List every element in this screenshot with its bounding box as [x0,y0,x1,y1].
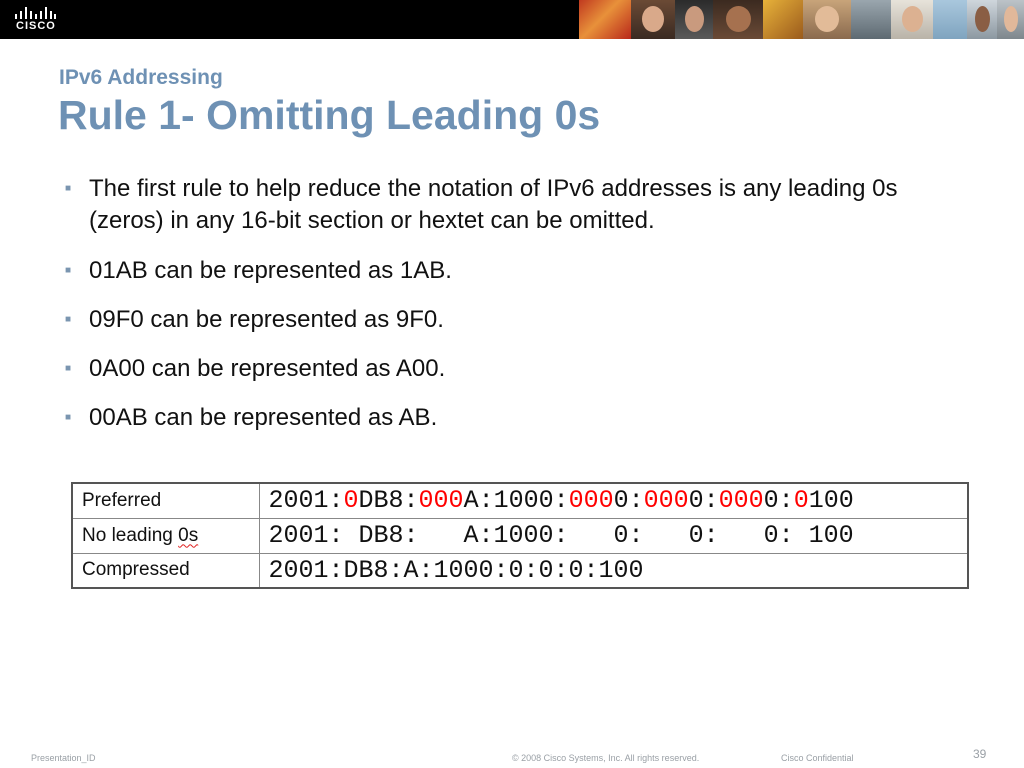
address-segment: DB8: [358,486,419,516]
woman-portrait-photo [891,0,933,39]
table-row [72,483,968,518]
bullet-text: 01AB can be represented as 1AB. [89,257,452,284]
logo-area [0,0,579,39]
address-segment: 0: [763,486,794,516]
omitted-zero-digits: 0 [343,486,359,516]
face-shape [815,6,839,32]
bullet-text: 00AB can be represented as AB. [89,404,438,431]
bullet-item [62,304,929,336]
woman-smiling-photo [631,0,675,39]
bullet-square-icon: ■ [65,265,72,276]
address-no-leading [259,518,968,553]
photo-strip [579,0,1024,39]
slide-title: Rule 1- Omitting Leading 0s [58,92,601,138]
bullet-text: 09F0 can be represented as 9F0. [89,306,444,333]
face-shape [685,6,704,32]
bullet-item [62,402,929,434]
row-label-no-leading [72,518,259,553]
face-shape [1004,6,1018,32]
omitted-zero-digits: 000 [643,486,689,516]
bullet-text: The first rule to help reduce the notation of IPv6 addresses is any leading 0s (zeros) in any 16-bit section or hextet can be omitted. [89,175,898,234]
row-label-preferred: Preferred [72,483,259,518]
bullet-text: 0A00 can be represented as A00. [89,355,446,382]
yellow-abstract-photo [763,0,803,39]
sky-photo [933,0,967,39]
header-banner [0,0,1024,39]
table-row [72,553,968,588]
address-compressed [259,553,968,588]
label-main: No leading [82,524,179,546]
address-segment: 0: [688,486,719,516]
device-photo [851,0,891,39]
bullet-item [62,173,929,237]
omitted-zero-digits: 000 [568,486,614,516]
omitted-zero-digits: 0 [793,486,809,516]
man-portrait-photo [713,0,763,39]
bullet-square-icon: ■ [65,314,72,325]
slide-subtitle: IPv6 Addressing [59,66,223,89]
address-segment: 2001:DB8:A:1000:0:0:0:100 [268,555,644,585]
ipv6-address-table [71,482,969,589]
face-shape [726,6,751,32]
bullet-square-icon: ■ [65,412,72,423]
address-segment: 0: [613,486,644,516]
red-leaf-photo [579,0,631,39]
address-segment: 100 [808,486,854,516]
boy-portrait-photo [997,0,1024,39]
face-shape [975,6,990,32]
row-label-compressed: Compressed [72,553,259,588]
footer-confidential: Cisco Confidential [781,753,854,763]
face-shape [642,6,664,32]
address-segment: 2001: DB8: A:1000: 0: 0: 0: 100 [268,521,854,550]
face-shape [902,6,923,32]
woman-hand-photo [803,0,851,39]
address-segment: A:1000: [463,486,569,516]
bullet-item [62,353,929,385]
omitted-zero-digits: 000 [718,486,764,516]
footer-copyright: © 2008 Cisco Systems, Inc. All rights reserved. [512,753,700,763]
omitted-zero-digits: 000 [418,486,464,516]
page-number: 39 [973,747,987,761]
address-preferred [259,483,968,518]
man-cap-photo [967,0,997,39]
address-segment: 2001: [268,486,344,516]
table-row [72,518,968,553]
bullet-item [62,255,929,287]
man-glasses-photo [675,0,713,39]
cisco-logo-icon [14,6,56,20]
logo-text: CISCO [16,20,56,32]
footer-presentation-id: Presentation_ID [31,753,96,763]
bullet-square-icon: ■ [65,183,72,194]
spellcheck-squiggle-text: 0s [178,524,199,546]
bullet-square-icon: ■ [65,363,72,374]
